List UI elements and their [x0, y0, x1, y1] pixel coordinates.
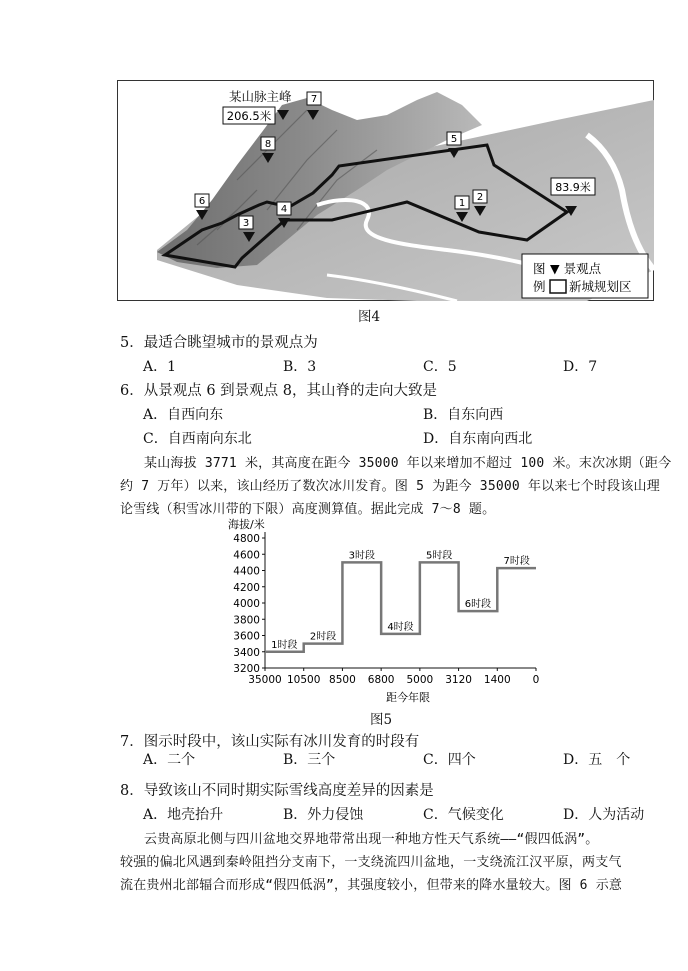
y-axis-label: 海拔/米 — [228, 518, 265, 531]
figure4 — [117, 80, 654, 301]
x-tick-label: 0 — [532, 674, 540, 686]
y-tick-label: 3200 — [233, 663, 260, 675]
q5-option-b[interactable]: B．3 — [283, 359, 317, 375]
q7-option-c[interactable]: C．四个 — [423, 752, 476, 768]
x-tick-label: 1400 — [483, 674, 511, 686]
x-tick-label: 8500 — [329, 674, 356, 686]
svg-text:1: 1 — [458, 198, 466, 209]
svg-text:8: 8 — [264, 139, 272, 150]
q8-option-d[interactable]: D．人为活动 — [563, 807, 645, 823]
q7-option-b[interactable]: B．三个 — [283, 752, 336, 768]
segment-label-6: 6时段 — [464, 599, 492, 611]
peak-height: 206.5米 — [226, 109, 272, 123]
peak-label: 某山脉主峰 — [229, 89, 292, 104]
segment-label-5: 5时段 — [426, 550, 453, 562]
snowline-step-line — [265, 562, 536, 651]
segment-label-2: 2时段 — [309, 631, 337, 643]
svg-text:6: 6 — [198, 196, 206, 207]
svg-text:2: 2 — [476, 192, 484, 203]
legend-new-city-zone: 新城规划区 — [569, 279, 632, 294]
q8-option-c[interactable]: C．气候变化 — [423, 807, 504, 823]
svg-text:7: 7 — [310, 94, 318, 105]
x-tick-label: 5000 — [406, 674, 434, 686]
legend-landscape-point: ▼ 景观点 — [550, 261, 602, 276]
q8-option-b[interactable]: B．外力侵蚀 — [283, 807, 364, 823]
passage2-line-3: 流在贵州北部辐合而形成“假四低涡”，其强度较小，但带来的降水量较大。图 6 示意 — [120, 878, 623, 893]
y-tick-label: 3400 — [233, 646, 260, 659]
passage2-line-1: 云贵高原北侧与四川盆地交界地带常出现一种地方性天气系统——“假四低涡”。 — [144, 832, 599, 847]
q7-option-d[interactable]: D．五 个 — [563, 752, 631, 768]
q8-option-a[interactable]: A．地壳抬升 — [143, 807, 224, 823]
figure5-caption: 图5 — [370, 712, 393, 728]
x-axis-label: 距今年限 — [386, 691, 430, 704]
map-legend — [522, 254, 648, 298]
svg-text:3: 3 — [242, 218, 250, 229]
q6-option-d[interactable]: D．自东南向西北 — [423, 431, 533, 447]
y-tick-label: 3800 — [233, 614, 260, 627]
question-5: 5．最适合眺望城市的景观点为 — [120, 335, 318, 351]
y-tick-label: 4800 — [233, 533, 260, 545]
y-tick-label: 4000 — [233, 598, 260, 610]
segment-label-4: 4时段 — [387, 621, 414, 633]
legend-title-2: 例 — [533, 279, 546, 294]
legend-zone-swatch — [550, 280, 566, 293]
east-height: 83.9米 — [555, 181, 591, 194]
passage1-line-3: 论雪线（积雪冰川带的下限）高度测算值。据此完成 7～8 题。 — [120, 502, 496, 517]
segment-label-7: 7时段 — [503, 556, 530, 568]
q6-option-c[interactable]: C．自西南向东北 — [143, 431, 252, 447]
legend-title-1: 图 — [533, 261, 546, 276]
q6-option-a[interactable]: A．自西向东 — [143, 407, 224, 423]
x-tick-label: 3120 — [445, 674, 472, 686]
passage2-line-2: 较强的偏北风遇到秦岭阻挡分支南下，一支绕流四川盆地，一支绕流江汉平原，两支气 — [120, 855, 622, 870]
x-tick-label: 10500 — [287, 674, 321, 686]
question-8: 8．导致该山不同时期实际雪线高度差异的因素是 — [120, 783, 434, 799]
terrain-map — [117, 80, 654, 301]
passage1-line-2: 约 7 万年）以来，该山经历了数次冰川发育。图 5 为距今 35000 年以来七个时段该山理 — [120, 479, 660, 494]
passage1-line-1: 某山海拔 3771 米，其高度在距今 35000 年以来增加不超过 100 米。末次冰期（距今 — [144, 456, 672, 471]
x-tick-label: 6800 — [367, 674, 395, 686]
question-6: 6．从景观点 6 到景观点 8，其山脊的走向大致是 — [120, 383, 438, 399]
x-tick-label: 35000 — [248, 674, 282, 686]
q6-option-b[interactable]: B．自东向西 — [423, 407, 504, 423]
y-tick-label: 4200 — [233, 581, 260, 594]
svg-text:5: 5 — [450, 134, 458, 145]
question-7: 7．图示时段中，该山实际有冰川发育的时段有 — [120, 734, 420, 750]
segment-label-1: 1时段 — [271, 639, 298, 651]
figure5-chart — [220, 516, 550, 706]
segment-label-3: 3时段 — [348, 550, 375, 562]
q7-option-a[interactable]: A．二个 — [143, 752, 196, 768]
y-tick-label: 3600 — [233, 630, 260, 643]
q5-option-a[interactable]: A．1 — [143, 359, 177, 375]
y-tick-label: 4600 — [233, 549, 260, 562]
figure4-caption: 图4 — [358, 309, 381, 325]
y-tick-label: 4400 — [233, 565, 260, 578]
q5-option-c[interactable]: C．5 — [423, 359, 457, 375]
q5-option-d[interactable]: D．7 — [563, 359, 598, 375]
svg-text:4: 4 — [280, 204, 288, 215]
snowline-chart — [220, 516, 550, 706]
